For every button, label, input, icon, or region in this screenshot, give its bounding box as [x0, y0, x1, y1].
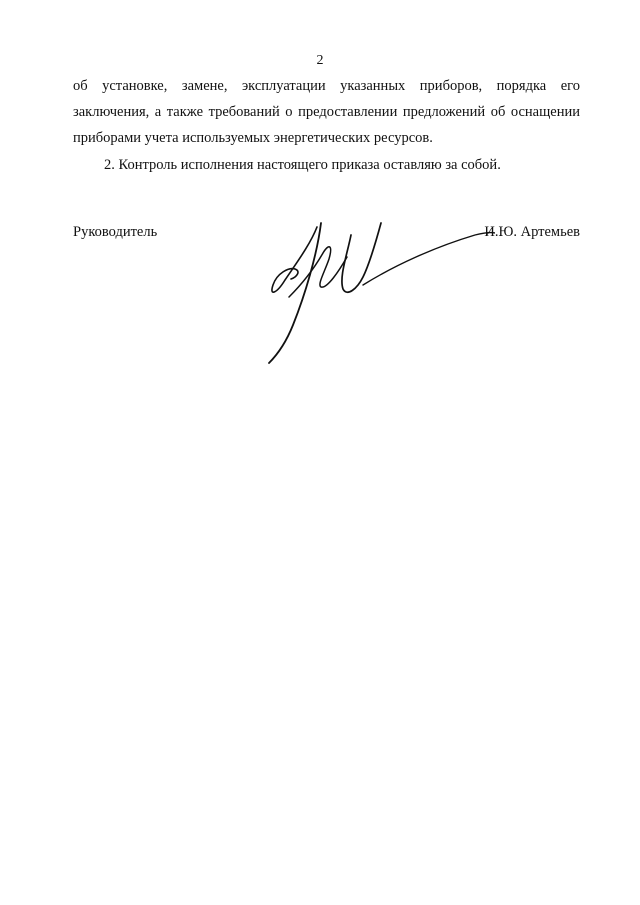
signer-title: Руководитель	[73, 224, 158, 240]
signer-name: И.Ю. Артемьев	[484, 224, 580, 240]
paragraph-control-clause: 2. Контроль исполнения настоящего приказа оставляю за собой.	[104, 157, 501, 173]
page-number: 2	[316, 53, 324, 68]
paragraph-continuation: об установке, замене, эксплуатации указанных приборов, порядка его заключения, а также требований о предоставлении предложений об оснащении приборами учета используемых энергетических ресурсов.	[73, 78, 580, 146]
signature-stroke-long-descender	[269, 223, 321, 363]
signature-stroke-tail	[363, 233, 495, 285]
signature-stroke-left-loop	[272, 227, 317, 292]
signature-stroke-right-flourish	[342, 223, 381, 292]
handwritten-signature	[255, 205, 495, 370]
